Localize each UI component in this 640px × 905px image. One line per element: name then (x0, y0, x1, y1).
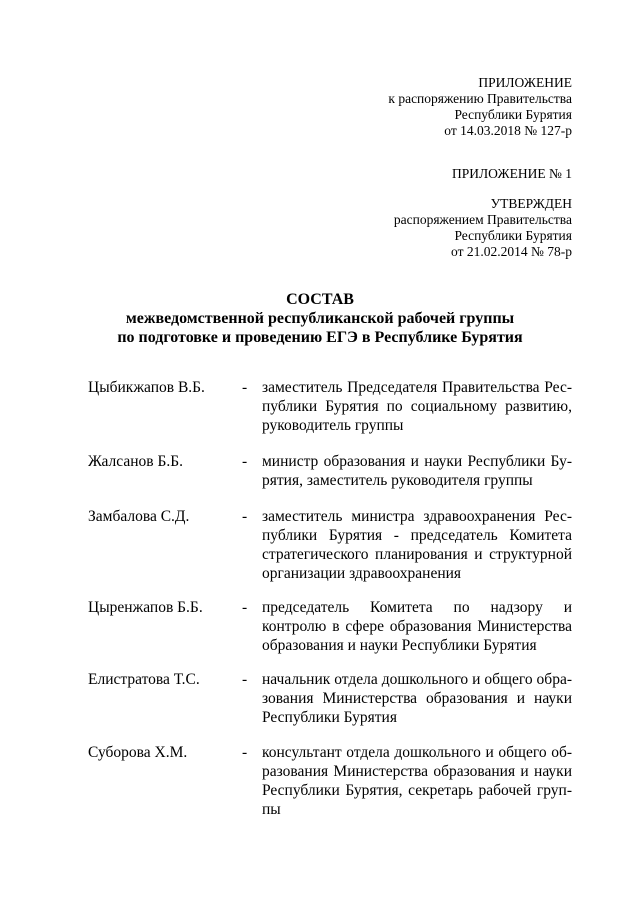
attachment-number-block (452, 166, 572, 182)
member-name: Суборова Х.М. (88, 744, 188, 761)
member-dash: - (242, 453, 248, 470)
member-dash: - (242, 599, 248, 616)
attachment-title: ПРИЛОЖЕНИЕ (478, 75, 572, 90)
member-role: министр образования и науки Республики Бурятия, заместитель руководителя группы (262, 453, 572, 489)
member-name: Цыбикжапов В.Б. (88, 379, 205, 396)
member-role: заместитель Председателя Правительства Республики Бурятия по социальному развитию, руководитель группы (262, 379, 572, 434)
attachment-republic: Республики Бурятия (454, 107, 572, 122)
member-role: заместитель министра здравоохранения Республики Бурятия - председатель Комитета стратегического планирования и структурной организации здравоохранения (262, 508, 572, 582)
approved-title: УТВЕРЖДЕН (490, 196, 572, 211)
approved-by: распоряжением Правительства (393, 212, 572, 227)
attachment-number: ПРИЛОЖЕНИЕ № 1 (451, 166, 572, 181)
member-name: Елистратова Т.С. (88, 671, 200, 688)
member-role: председатель Комитета по надзору и контролю в сфере образования Министерства образования и науки Республики Бурятия (262, 599, 572, 654)
member-name: Цыренжапов Б.Б. (88, 599, 203, 616)
member-role: консультант отдела дошкольного и общего образования Министерства образования и науки Республики Бурятия, секретарь рабочей группы (262, 744, 572, 818)
attachment-to: к распоряжению Правительства (388, 91, 572, 106)
approved-republic: Республики Бурятия (454, 228, 572, 243)
member-dash: - (242, 671, 248, 688)
document-subtitle-line-2: по подготовке и проведению ЕГЭ в Республике Бурятия (117, 329, 523, 346)
approved-block (394, 196, 572, 260)
member-dash: - (242, 508, 248, 525)
member-name: Замбалова С.Д. (88, 508, 190, 525)
document-title: СОСТАВ (286, 291, 354, 308)
member-dash: - (242, 744, 248, 761)
document-subtitle-line-1: межведомственной республиканской рабочей группы (125, 310, 515, 327)
member-dash: - (242, 379, 248, 396)
attachment-date: от 14.03.2018 № 127-р (444, 123, 572, 138)
member-role: начальник отдела дошкольного и общего образования Министерства образования и науки Республики Бурятия (262, 671, 572, 726)
approved-date: от 21.02.2014 № 78-р (451, 244, 572, 259)
member-name: Жалсанов Б.Б. (88, 453, 183, 470)
attachment-block (388, 75, 572, 139)
